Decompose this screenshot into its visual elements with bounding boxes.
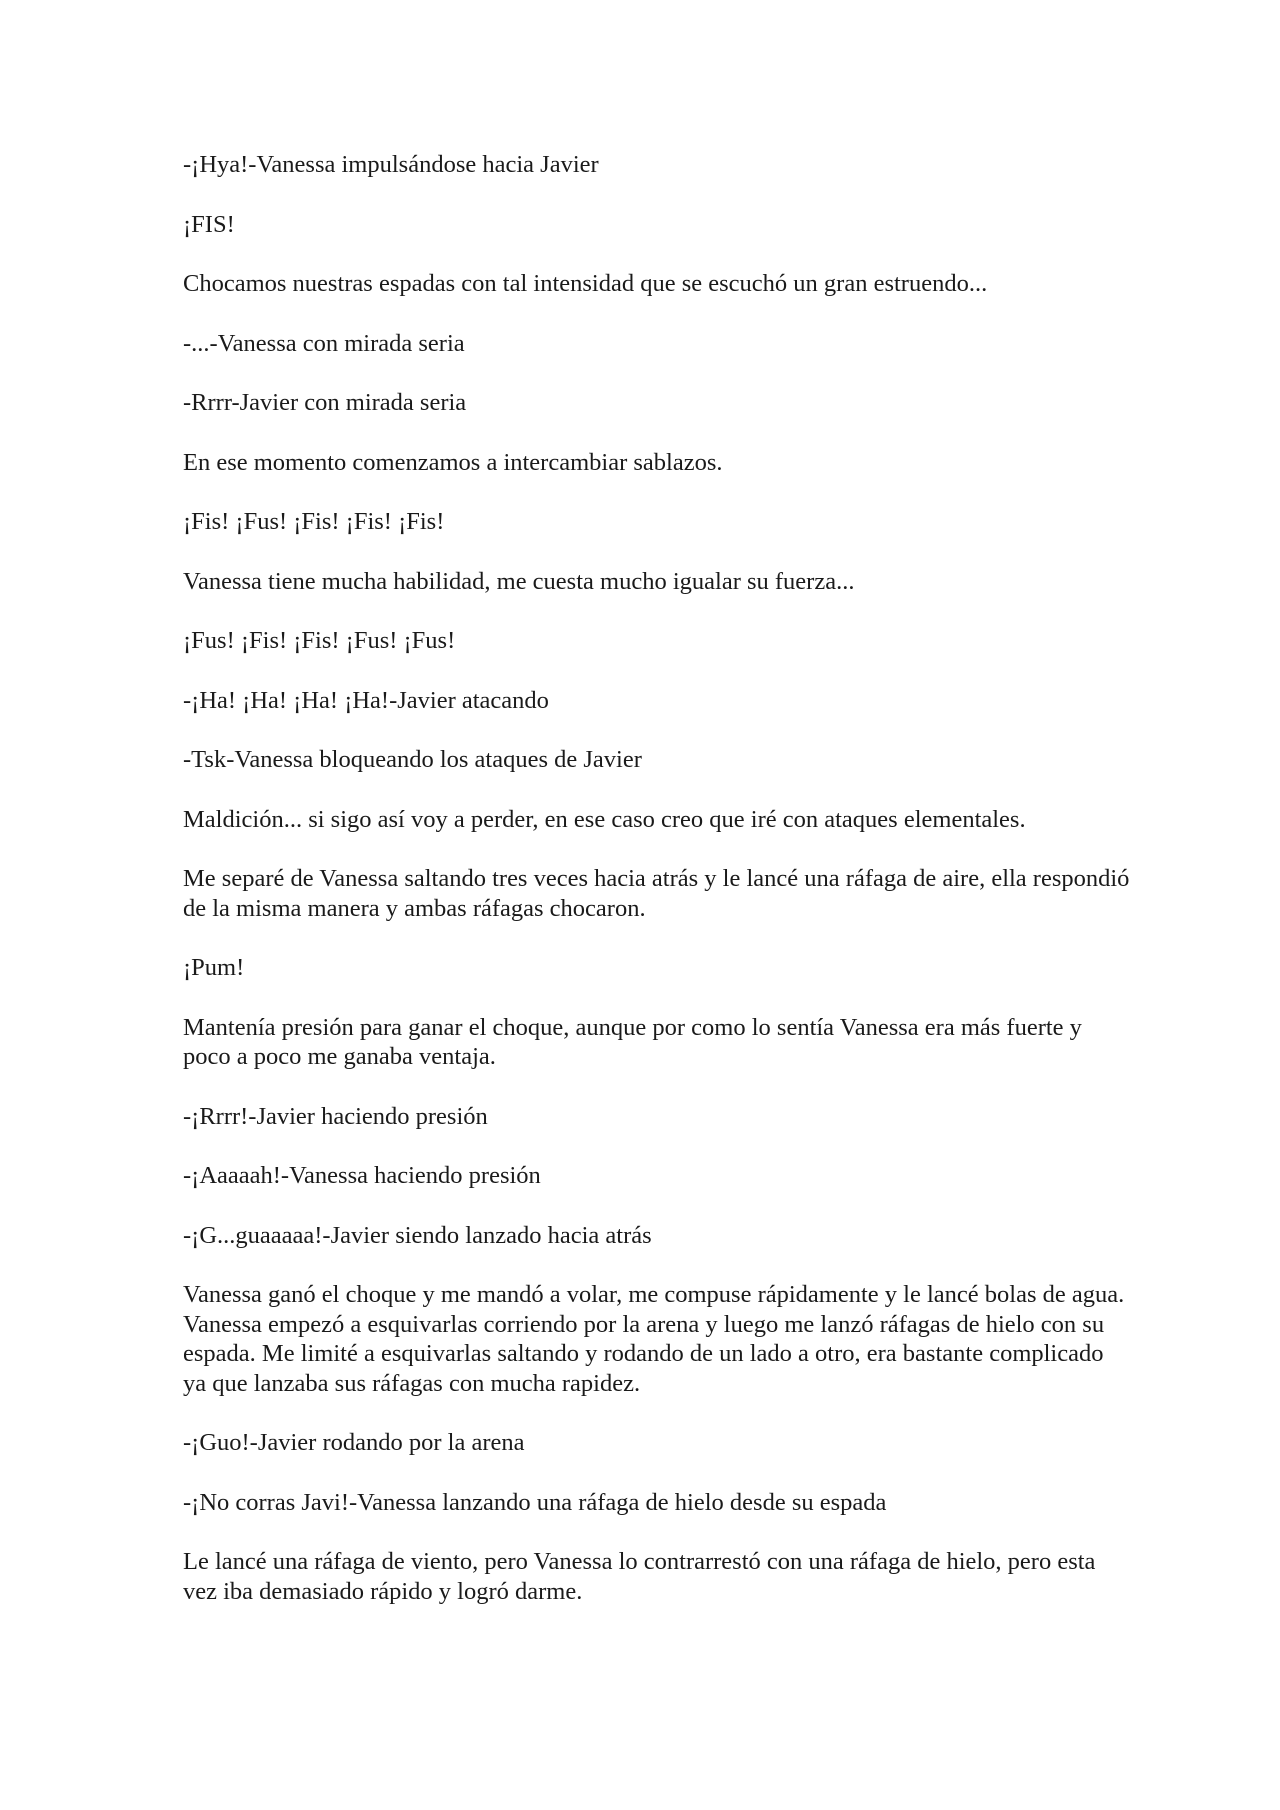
paragraph: ¡Pum!: [183, 954, 245, 981]
paragraph: Me separé de Vanessa saltando tres veces hacia atrás y le lancé una ráfaga de aire, ella respondió de la misma manera y ambas ráfagas chocaron.: [183, 865, 1130, 922]
paragraph: Vanessa tiene mucha habilidad, me cuesta mucho igualar su fuerza...: [183, 567, 855, 595]
paragraph: Le lancé una ráfaga de viento, pero Vanessa lo contrarrestó con una ráfaga de hielo, pero esta vez iba demasiado rápido y logró darme.: [183, 1548, 1096, 1605]
paragraph: Chocamos nuestras espadas con tal intensidad que se escuchó un gran estruendo...: [183, 270, 988, 297]
paragraph: En ese momento comenzamos a intercambiar sablazos.: [183, 448, 723, 476]
paragraph: Vanessa ganó el choque y me mandó a volar, me compuse rápidamente y le lancé bolas de agua. Vanessa empezó a esquivarlas corriendo por la arena y luego me lanzó ráfagas de hielo con su espada. Me limité a esquivarlas saltando y rodando de un lado a otro, era bastante complicado ya que lanzaba sus ráfagas con mucha rapidez.: [183, 1281, 1125, 1397]
paragraph: -¡Rrrr!-Javier haciendo presión: [183, 1102, 488, 1130]
paragraph: -Tsk-Vanessa bloqueando los ataques de Javier: [183, 746, 642, 773]
paragraph: -Rrrr-Javier con mirada seria: [183, 389, 467, 416]
paragraph: -¡Aaaaah!-Vanessa haciendo presión: [183, 1162, 541, 1189]
paragraph: -¡Guo!-Javier rodando por la arena: [183, 1429, 525, 1456]
paragraph: -...-Vanessa con mirada seria: [183, 329, 465, 357]
paragraph: -¡No corras Javi!-Vanessa lanzando una ráfaga de hielo desde su espada: [183, 1488, 887, 1516]
paragraph: -¡Hya!-Vanessa impulsándose hacia Javier: [183, 151, 599, 178]
paragraph: -¡G...guaaaaa!-Javier siendo lanzado hacia atrás: [183, 1221, 652, 1249]
paragraph: ¡Fis! ¡Fus! ¡Fis! ¡Fis! ¡Fis!: [183, 508, 445, 535]
paragraph: Maldición... si sigo así voy a perder, en ese caso creo que iré con ataques elementales.: [183, 805, 1026, 833]
paragraph: ¡Fus! ¡Fis! ¡Fis! ¡Fus! ¡Fus!: [183, 627, 456, 654]
paragraph: Mantenía presión para ganar el choque, aunque por como lo sentía Vanessa era más fuerte y poco a poco me ganaba ventaja.: [183, 1013, 1082, 1070]
paragraph: -¡Ha! ¡Ha! ¡Ha! ¡Ha!-Javier atacando: [183, 686, 549, 714]
paragraph: ¡FIS!: [183, 210, 235, 238]
